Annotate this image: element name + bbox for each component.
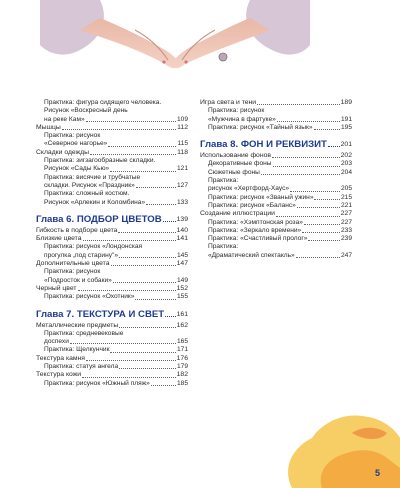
page-ref: 152 bbox=[176, 284, 188, 292]
page-ref: 141 bbox=[176, 235, 188, 243]
toc-chapter-heading[interactable] bbox=[200, 139, 352, 150]
entry-title: Гибкость в подборе цвета bbox=[36, 226, 118, 234]
dot-leader bbox=[82, 377, 176, 378]
dot-leader bbox=[146, 204, 176, 205]
page-ref: 227 bbox=[340, 218, 352, 226]
dot-leader bbox=[62, 129, 176, 130]
page-ref: 112 bbox=[177, 123, 188, 131]
entry-title: Рисунок «Сады Кью» bbox=[44, 165, 110, 173]
toc-entry[interactable] bbox=[36, 124, 188, 132]
toc-entry-line: Практика: рисунок «Лондонская bbox=[44, 243, 143, 251]
entry-title: Черный цвет bbox=[36, 284, 77, 292]
page-ref: 155 bbox=[176, 293, 188, 301]
page-ref: 185 bbox=[176, 379, 188, 387]
dot-leader bbox=[86, 360, 176, 361]
chapter-title: Глава 7. ТЕКСТУРА И СВЕТ bbox=[36, 308, 165, 320]
page-ref: 109 bbox=[176, 115, 188, 123]
page-ref: 247 bbox=[340, 251, 352, 259]
toc-subentry[interactable] bbox=[200, 185, 352, 193]
dot-leader bbox=[302, 232, 340, 233]
toc-entry[interactable] bbox=[36, 371, 188, 379]
toc-entry-line: Практика: рисунок bbox=[44, 132, 101, 140]
dot-leader bbox=[90, 154, 176, 155]
hands-illustration bbox=[40, 0, 310, 74]
dot-leader bbox=[113, 282, 176, 283]
page-ref: 239 bbox=[340, 235, 352, 243]
entry-title: складки. Рисунок «Праздник» bbox=[44, 181, 135, 189]
entry-title: Текстура кожи bbox=[36, 371, 82, 379]
page-number: 5 bbox=[374, 468, 380, 478]
toc-subentry[interactable] bbox=[200, 124, 352, 132]
toc-subentry[interactable] bbox=[200, 160, 352, 168]
toc-entry-line: Практика: зигзагообразные складки. bbox=[44, 157, 156, 165]
entry-title: Практика: рисунок «Тайный язык» bbox=[208, 123, 313, 131]
toc-entry[interactable] bbox=[200, 99, 352, 107]
toc-subentry[interactable] bbox=[200, 227, 352, 235]
dot-leader bbox=[257, 104, 340, 105]
dot-leader bbox=[118, 232, 175, 233]
page-ref: 203 bbox=[340, 160, 352, 168]
page-ref: 191 bbox=[340, 115, 352, 123]
dot-leader bbox=[304, 224, 340, 225]
dot-leader bbox=[297, 207, 340, 208]
dot-leader bbox=[272, 157, 340, 158]
entry-title: Создание иллюстрации bbox=[200, 210, 275, 218]
page-ref: 202 bbox=[340, 152, 352, 160]
page-ref: 149 bbox=[176, 276, 188, 284]
entry-title: Практика: рисунок «Баланс» bbox=[208, 201, 296, 209]
toc-subentry[interactable] bbox=[36, 140, 188, 148]
page-ref: 162 bbox=[176, 321, 188, 329]
toc-entry[interactable] bbox=[36, 235, 188, 243]
dot-leader bbox=[119, 257, 176, 258]
entry-title: Декоративные фоны bbox=[208, 160, 272, 168]
dot-leader bbox=[83, 240, 176, 241]
page-ref: 127 bbox=[176, 181, 188, 189]
toc-subentry[interactable] bbox=[200, 235, 352, 243]
dot-leader bbox=[314, 129, 340, 130]
toc-subentry[interactable] bbox=[36, 252, 188, 260]
chapter-title: Глава 6. ПОДБОР ЦВЕТОВ bbox=[36, 213, 162, 225]
entry-title: на реке Кам» bbox=[44, 115, 85, 123]
entry-title: Близкие цвета bbox=[36, 235, 82, 243]
page-ref: 221 bbox=[340, 201, 352, 209]
dot-leader bbox=[165, 316, 175, 317]
entry-title: «Мужчина в фартуке» bbox=[208, 115, 276, 123]
toc-entry[interactable] bbox=[36, 227, 188, 235]
page-ref: 165 bbox=[176, 338, 188, 346]
entry-title: Мышцы bbox=[36, 123, 61, 131]
toc-subentry[interactable] bbox=[200, 219, 352, 227]
entry-title: Складки одежды bbox=[36, 148, 90, 156]
dot-leader bbox=[136, 187, 176, 188]
dot-leader bbox=[290, 191, 340, 192]
dot-leader bbox=[314, 199, 340, 200]
page-ref: 133 bbox=[176, 198, 188, 206]
dot-leader bbox=[108, 146, 176, 147]
entry-title: Металлические предметы bbox=[36, 321, 119, 329]
toc-subentry[interactable] bbox=[36, 277, 188, 285]
toc-entry-line: Рисунок «Воскресный день bbox=[44, 107, 128, 115]
entry-title: Практика: «Хэмптонская роза» bbox=[208, 218, 303, 226]
page-ref: 115 bbox=[177, 140, 188, 148]
toc-chapter-heading[interactable] bbox=[36, 309, 188, 320]
toc-entry-line: Практика: bbox=[208, 243, 239, 251]
page-ref: 140 bbox=[176, 226, 188, 234]
toc-entry-line: Практика: рисунок bbox=[208, 107, 265, 115]
entry-title: «Подросток и собаки» bbox=[44, 276, 112, 284]
dot-leader bbox=[110, 352, 176, 353]
dot-leader bbox=[296, 257, 340, 258]
toc-entry[interactable] bbox=[36, 149, 188, 157]
toc-subentry[interactable] bbox=[200, 252, 352, 260]
dot-leader bbox=[119, 368, 176, 369]
dot-leader bbox=[110, 171, 176, 172]
dot-leader bbox=[273, 166, 340, 167]
toc-column-right bbox=[200, 99, 352, 260]
page-ref: 176 bbox=[176, 354, 188, 362]
page-ref: 189 bbox=[340, 99, 352, 106]
dot-leader bbox=[119, 327, 175, 328]
toc-entry-line: Практика: фигура сидящего человека. bbox=[44, 99, 162, 106]
entry-title: Практика: статуя ангела bbox=[44, 363, 119, 371]
toc-subentry[interactable] bbox=[36, 293, 188, 301]
entry-title: рисунок «Хертфорд-Хаус» bbox=[208, 185, 290, 193]
toc-entry-line: Практика: средневековые bbox=[44, 329, 124, 337]
toc-subentry[interactable] bbox=[36, 199, 188, 207]
entry-title: Практика: рисунок «Званый ужин» bbox=[208, 193, 314, 201]
entry-title: прогулка „под старину"» bbox=[44, 251, 119, 259]
toc-subentry[interactable] bbox=[36, 116, 188, 124]
entry-title: Текстура камня bbox=[36, 354, 85, 362]
toc-subentry[interactable] bbox=[200, 116, 352, 124]
dot-leader bbox=[135, 299, 176, 300]
dot-leader bbox=[70, 343, 176, 344]
toc-entry[interactable] bbox=[200, 210, 352, 218]
toc-entry[interactable] bbox=[36, 322, 188, 330]
entry-title: Практика: Щелкунчик bbox=[44, 346, 110, 354]
page-ref: 139 bbox=[176, 215, 188, 223]
toc-entry[interactable] bbox=[36, 260, 188, 268]
page-ref: 215 bbox=[340, 193, 352, 201]
page-ref: 205 bbox=[340, 185, 352, 193]
page-ref: 118 bbox=[177, 148, 188, 156]
toc-subentry[interactable] bbox=[200, 202, 352, 210]
dot-leader bbox=[111, 265, 176, 266]
toc-entry-line: Практика: висячие и трубчатые bbox=[44, 173, 141, 181]
toc-subentry[interactable] bbox=[200, 194, 352, 202]
chapter-title: Глава 8. ФОН И РЕКВИЗИТ bbox=[200, 139, 327, 151]
page-ref: 233 bbox=[340, 226, 352, 234]
dot-leader bbox=[308, 240, 340, 241]
entry-title: «Северное нагорье» bbox=[44, 140, 108, 148]
dot-leader bbox=[78, 290, 176, 291]
toc-entry[interactable] bbox=[36, 285, 188, 293]
toc-subentry[interactable] bbox=[36, 346, 188, 354]
entry-title: Игра света и тени bbox=[200, 99, 257, 106]
toc-entry[interactable] bbox=[200, 152, 352, 160]
page-ref: 171 bbox=[176, 346, 188, 354]
entry-title: Практика: рисунок «Охотник» bbox=[44, 293, 135, 301]
toc-column-left bbox=[36, 99, 188, 388]
dot-leader bbox=[328, 146, 340, 147]
toc-subentry[interactable] bbox=[36, 363, 188, 371]
dot-leader bbox=[276, 216, 340, 217]
toc-entry-line: Практика: рисунок bbox=[44, 268, 101, 276]
toc-subentry[interactable] bbox=[200, 169, 352, 177]
page-ref: 227 bbox=[340, 210, 352, 218]
page-ref: 182 bbox=[176, 371, 188, 379]
page-ref: 161 bbox=[176, 310, 188, 318]
entry-title: Рисунок «Арлекин и Коломбина» bbox=[44, 198, 146, 206]
page-ref: 204 bbox=[340, 168, 352, 176]
dot-leader bbox=[151, 385, 176, 386]
entry-title: Сюжетные фоны bbox=[208, 168, 260, 176]
entry-title: «Драматический спектакль» bbox=[208, 251, 295, 259]
entry-title: доспехи bbox=[44, 338, 69, 346]
dot-leader bbox=[163, 221, 176, 222]
toc-entry-line: Практика: bbox=[208, 177, 239, 185]
toc-chapter-heading[interactable] bbox=[36, 214, 188, 225]
page-ref: 195 bbox=[340, 123, 352, 131]
toc-subentry[interactable] bbox=[36, 380, 188, 388]
entry-title: Практика: рисунок «Южный пляж» bbox=[44, 379, 150, 387]
page-ref: 179 bbox=[176, 363, 188, 371]
entry-title: Практика: «Зеркало времени» bbox=[208, 226, 302, 234]
page-ref: 121 bbox=[176, 165, 188, 173]
toc-entry[interactable] bbox=[36, 355, 188, 363]
entry-title: Использование фонов bbox=[200, 152, 271, 160]
entry-title: Практика: «Счастливый пролог» bbox=[208, 235, 308, 243]
toc-subentry[interactable] bbox=[36, 338, 188, 346]
dot-leader bbox=[277, 121, 340, 122]
page-ref: 145 bbox=[176, 251, 188, 259]
toc-entry-line: Практика: сложный костюм. bbox=[44, 190, 130, 198]
page-ref: 147 bbox=[176, 260, 188, 268]
page-ref: 201 bbox=[340, 141, 352, 149]
dot-leader bbox=[261, 174, 340, 175]
dot-leader bbox=[86, 121, 176, 122]
toc-subentry[interactable] bbox=[36, 165, 188, 173]
entry-title: Дополнительные цвета bbox=[36, 260, 110, 268]
